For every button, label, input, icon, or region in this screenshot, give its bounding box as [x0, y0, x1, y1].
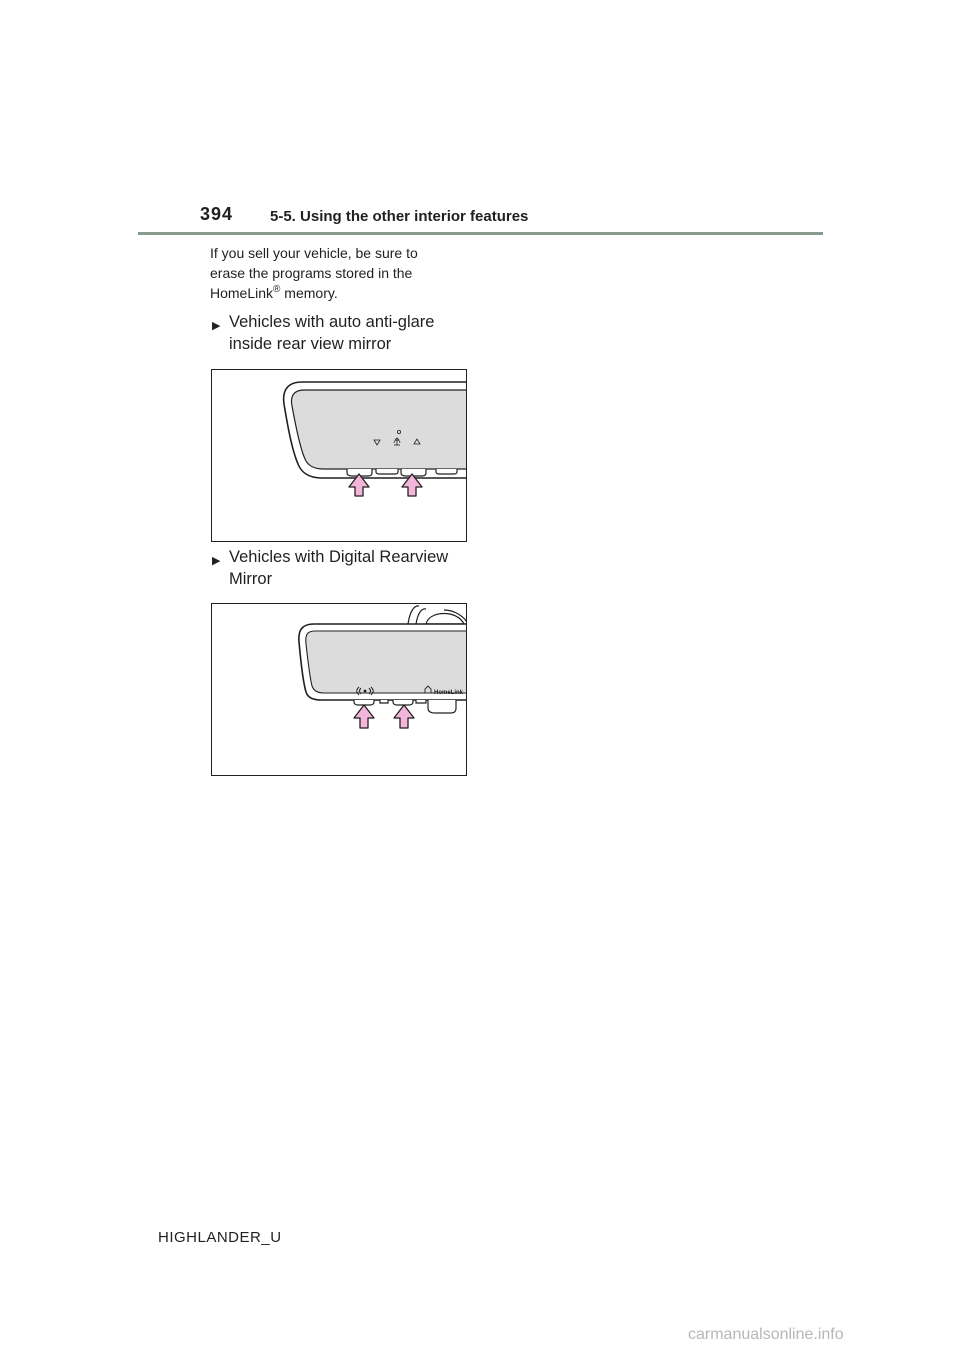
figure-digital-rearview-mirror — [211, 603, 467, 776]
note-line-2: erase the programs stored in the — [210, 265, 413, 281]
section-heading-auto-antiglare — [212, 311, 482, 355]
figure-auto-antiglare-mirror — [211, 369, 467, 542]
section-heading-digital-rearview — [212, 546, 482, 590]
note-line-3-suffix: memory. — [280, 285, 338, 301]
page-number: 394 — [200, 204, 234, 224]
mirror-glass — [292, 390, 468, 469]
footer-model: HIGHLANDER_U — [158, 1229, 282, 1246]
mirror-mount — [408, 606, 467, 624]
pointer-arrows — [354, 705, 414, 728]
mirror-buttons — [347, 469, 457, 476]
note-line-3-prefix: HomeLink — [210, 285, 274, 301]
section-heading-text: Vehicles with Digital Rearview Mirror — [229, 548, 449, 588]
homelink-label: HomeLink — [434, 690, 464, 696]
pointer-arrow-right — [394, 705, 414, 728]
registered-mark: ® — [273, 284, 281, 295]
bullet-arrow-icon: ▶ — [212, 555, 221, 567]
note-line-1: If you sell your vehicle, be sure to — [210, 245, 418, 261]
bullet-arrow-icon: ▶ — [212, 320, 221, 332]
homelink-erase-note — [210, 243, 480, 303]
mirror-glass — [306, 631, 467, 693]
section-heading-text: Vehicles with auto anti-glare inside rear view mirror — [229, 313, 435, 353]
watermark: carmanualsonline.info — [688, 1326, 844, 1343]
section-title: 5-5. Using the other interior features — [270, 208, 529, 225]
pointer-arrow-left — [354, 705, 374, 728]
header-rule — [138, 232, 823, 235]
